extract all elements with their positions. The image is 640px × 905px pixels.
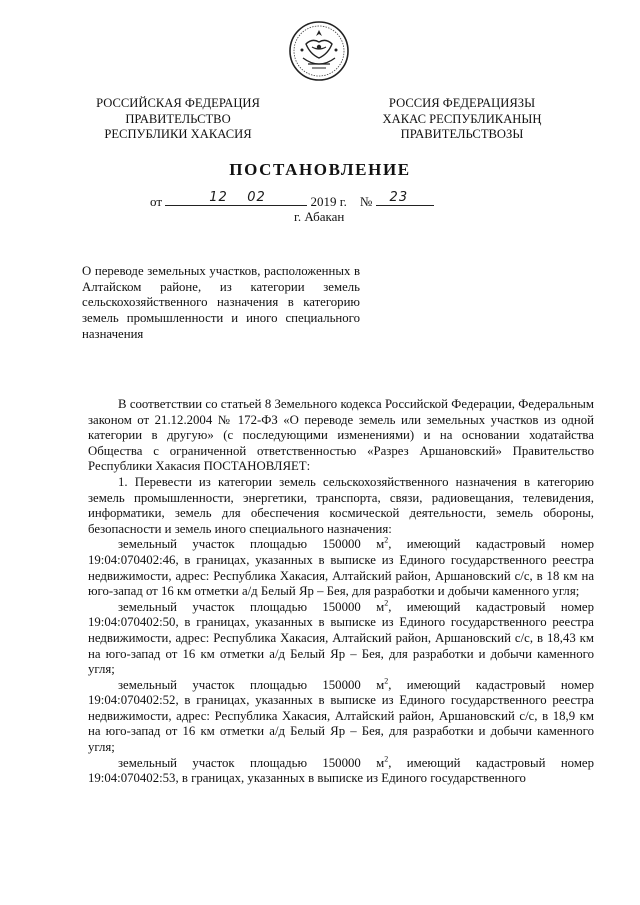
date-blank bbox=[165, 192, 307, 206]
subject-heading: О переводе земельных участков, расположенных в Алтайском районе, из категории земель сельскохозяйственного назначения в категорию земель промышленности и иного специального назначения bbox=[82, 264, 360, 341]
header-right-line: ПРАВИТЕЛЬСТВОЗЫ bbox=[400, 127, 524, 141]
date-day: 12 bbox=[209, 190, 228, 205]
number-label: № bbox=[359, 194, 373, 209]
plot-lead: земельный участок площадью 150000 bbox=[118, 755, 361, 770]
document-body bbox=[88, 397, 594, 787]
city-label: г. Абакан bbox=[294, 209, 345, 224]
area-unit: м bbox=[376, 599, 385, 614]
header-right-line: ХАКАС РЕСПУБЛИКАНЫҢ bbox=[382, 111, 542, 126]
preamble-paragraph: В соответствии со статьей 8 Земельного кодекса Российской Федерации, Федеральным законом от 21.12.2004 № 172-ФЗ «О переводе земель или земельных участков из одной категории в другую» (с последующими изменениями) и на основании ходатайства Общества с ограниченной ответственностью «Разрез Аршановский» Правительство Республики Хакасия ПОСТАНОВЛЯЕТ: bbox=[88, 397, 594, 474]
plot-text: , имеющий кадастровый номер 19:04:070402:53, в границах, указанных в выписке из Единого государственного bbox=[88, 755, 595, 786]
plot-paragraph bbox=[88, 537, 594, 599]
area-unit-power: 2 bbox=[384, 676, 389, 686]
clause-1-paragraph: 1. Перевести из категории земель сельскохозяйственного назначения в категорию земель промышленности, энергетики, транспорта, связи, радиовещания, телевидения, информатики, земель для обеспечения космической деятельности, земель обороны, безопасности и земель иного специального назначения: bbox=[88, 474, 594, 536]
header-left-line: РЕСПУБЛИКИ ХАКАСИЯ bbox=[104, 127, 252, 141]
date-number-line bbox=[150, 192, 490, 210]
date-year: 2019 г. bbox=[310, 194, 347, 209]
plot-text: , имеющий кадастровый номер 19:04:070402:46, в границах, указанных в выписке из Единого государственного реестра недвижимости, адрес: Республика Хакасия, Алтайский район, Аршановский с/с, в 18 км на юго-запад от 16 км отметки а/д Белый Яр – Бея, для разработки и добычи каменного угля; bbox=[88, 537, 595, 599]
area-unit-power: 2 bbox=[384, 536, 389, 546]
number-blank bbox=[376, 192, 434, 206]
plot-text: , имеющий кадастровый номер 19:04:070402:50, в границах, указанных в выписке из Единого государственного реестра недвижимости, адрес: Республика Хакасия, Алтайский район, Аршановский с/с, в 18,43 км на юго-запад от 16 км отметки а/д Белый Яр – Бея, для разработки и добычи каменного угля; bbox=[88, 599, 595, 677]
area-unit: м bbox=[376, 537, 385, 552]
header-left-line: РОССИЙСКАЯ ФЕДЕРАЦИЯ bbox=[96, 96, 260, 110]
plot-paragraph bbox=[88, 678, 594, 756]
area-unit: м bbox=[376, 677, 385, 692]
header-right-line: РОССИЯ ФЕДЕРАЦИЯЗЫ bbox=[388, 96, 536, 110]
area-unit: м bbox=[376, 755, 385, 770]
plot-lead: земельный участок площадью 150000 bbox=[118, 599, 361, 614]
plot-lead: земельный участок площадью 150000 bbox=[118, 537, 361, 552]
header-right-block bbox=[362, 96, 562, 143]
plot-lead: земельный участок площадью 150000 bbox=[118, 677, 361, 692]
plot-paragraph bbox=[88, 600, 594, 678]
area-unit-power: 2 bbox=[384, 598, 389, 608]
area-unit-power: 2 bbox=[384, 754, 389, 764]
document-title: ПОСТАНОВЛЕНИЕ bbox=[229, 160, 411, 179]
header-left-line: ПРАВИТЕЛЬСТВО bbox=[125, 111, 231, 126]
document-number: 23 bbox=[389, 190, 409, 205]
plot-text: , имеющий кадастровый номер 19:04:070402:52, в границах, указанных в выписке из Единого государственного реестра недвижимости, адрес: Республика Хакасия, Алтайский район, Аршановский с/с, в 18,9 км на юго-запад от 16 км отметки а/д Белый Яр – Бея, для разработки и добычи каменного угля; bbox=[88, 677, 595, 755]
header-left-block bbox=[80, 96, 276, 143]
date-prefix: от bbox=[150, 194, 163, 209]
coat-of-arms-emblem bbox=[288, 20, 350, 82]
date-month: 02 bbox=[247, 190, 266, 205]
plot-paragraph bbox=[88, 756, 594, 787]
